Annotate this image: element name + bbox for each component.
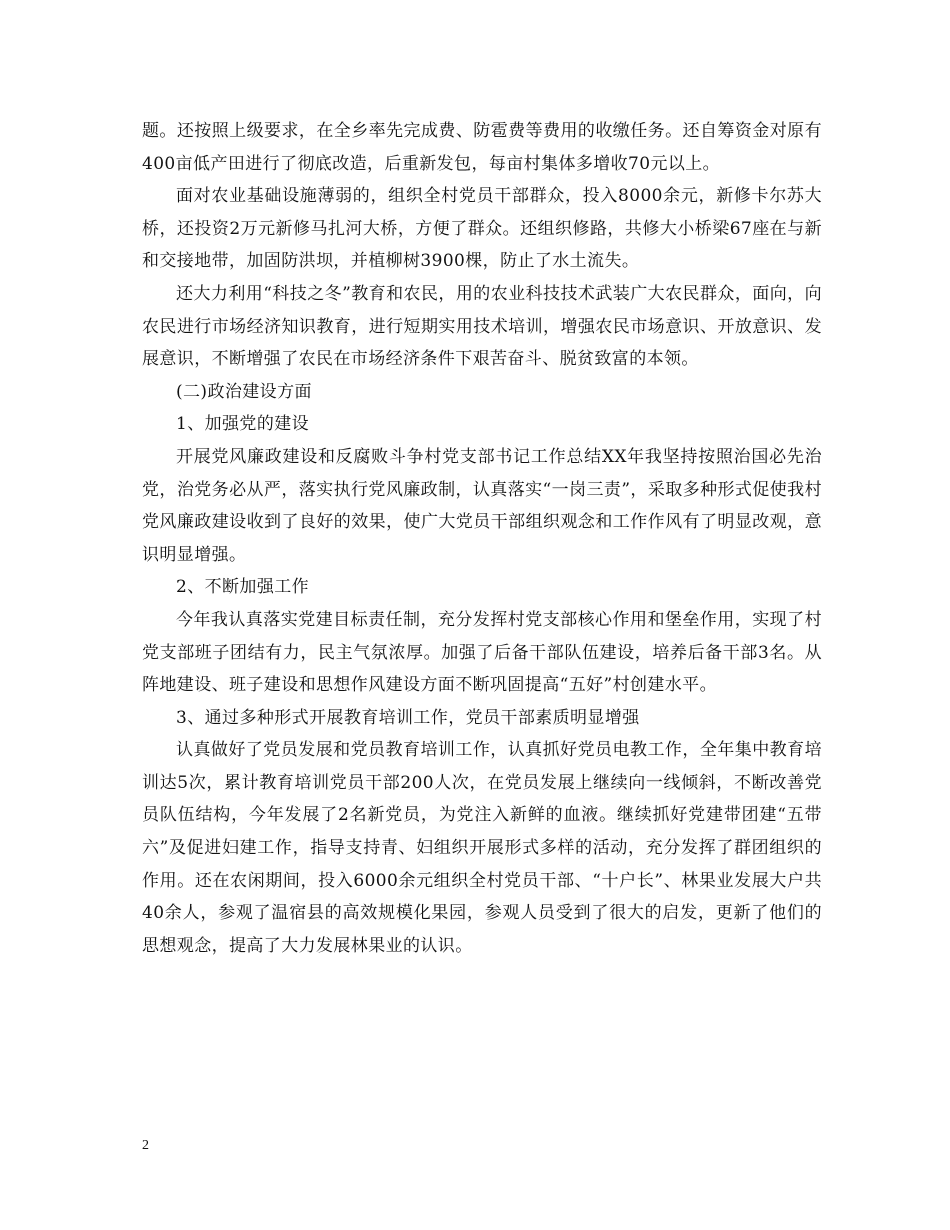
paragraph-infrastructure: 面对农业基础设施薄弱的，组织全村党员干部群众，投入8000余元，新修卡尔苏大桥，还投资2万元新修马扎河大桥，方便了群众。还组织修路，共修大小桥梁67座在与新和交接地带，加固防洪坝，并植柳树3900棵，防止了水土流失。 (142, 186, 822, 272)
subheading-strengthen-work: 2、不断加强工作 (176, 577, 310, 598)
section-heading-political: (二)政治建设方面 (176, 381, 312, 402)
paragraph-training-details: 认真做好了党员发展和党员教育培训工作，认真抓好党员电教工作，全年集中教育培训达5次，累计教育培训党员干部200人次，在党员发展上继续向一线倾斜，不断改善党员队伍结构，今年发展了2名新党员，为党注入新鲜的血液。继续抓好党建带团建“五带六”及促进妇建工作，指导支持青、妇组织开展形式多样的活动，充分发挥了群团组织的作用。还在农闲期间，投入6000余元组织全村党员干部、“十户长”、林果业发展大户共40余人，参观了温宿县的高效规模化果园，参观人员受到了很大的启发，更新了他们的思想观念，提高了大力发展林果业的认识。 (142, 740, 822, 956)
subheading-education-training: 3、通过多种形式开展教育培训工作，党员干部素质明显增强 (176, 707, 640, 728)
paragraph-responsibility: 今年我认真落实党建目标责任制，充分发挥村党支部核心作用和堡垒作用，实现了村党支部班子团结有力，民主气氛浓厚。加强了后备干部队伍建设，培养后备干部3名。从阵地建设、班子建设和思想作风建设方面不断巩固提高“五好”村创建水平。 (142, 609, 822, 696)
page-number: 2 (142, 1138, 149, 1153)
paragraph-technology: 还大力利用“科技之冬”教育和农民，用的农业科技技术武装广大农民群众，面向，向农民进行市场经济知识教育，进行短期实用技术培训，增强农民市场意识、开放意识、发展意识，不断增强了农民在市场经济条件下艰苦奋斗、脱贫致富的本领。 (142, 283, 822, 370)
paragraph-continued: 题。还按照上级要求，在全乡率先完成费、防雹费等费用的收缴任务。还自筹资金对原有400亩低产田进行了彻底改造，后重新发包，每亩村集体多增收70元以上。 (142, 121, 822, 174)
paragraph-anticorruption: 开展党风廉政建设和反腐败斗争村党支部书记工作总结XX年我坚持按照治国必先治党，治党务必从严，落实执行党风廉政制，认真落实“一岗三责”，采取多种形式促使我村党风廉政建设收到了良好的效果，使广大党员干部组织观念和工作作风有了明显改观，意识明显增强。 (142, 446, 822, 565)
document-body (142, 115, 822, 962)
subheading-party-building: 1、加强党的建设 (176, 414, 310, 435)
